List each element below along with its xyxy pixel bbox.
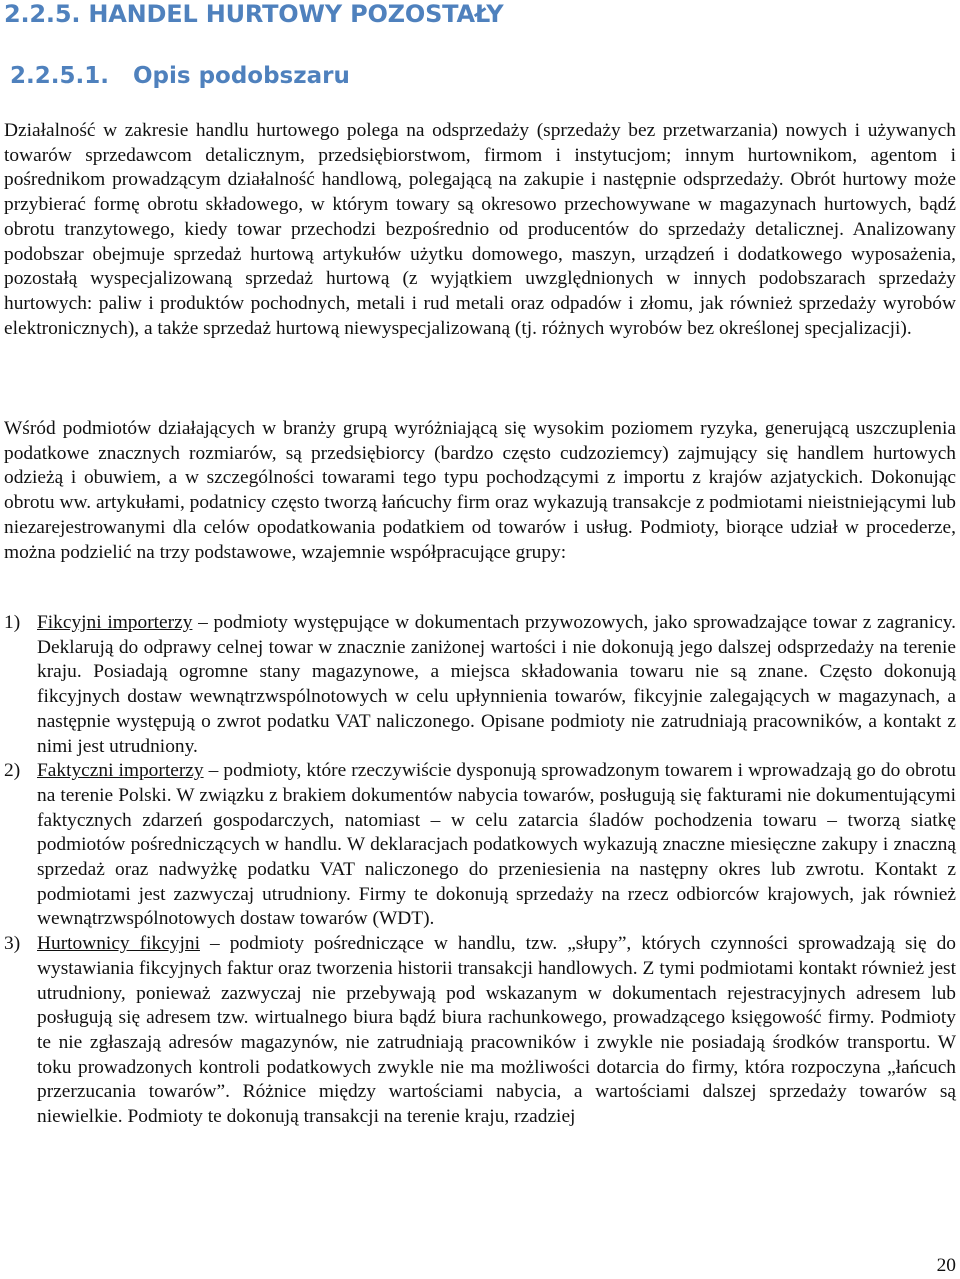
- numbered-list: [4, 611, 956, 1130]
- list-text: – podmioty pośredniczące w handlu, tzw. „słupy”, których czynności sprowadzają się do wystawiania fikcyjnych faktur oraz tworzenia historii transakcji handlowych. Z tymi podmiotami kontakt również jest utrudniony, ponieważ zazwyczaj nie przebywają pod wskazanym w dokumentach rejestracyjnych adresem lub posługują się adresem tzw. wirtualnego biura bądź biura rachunkowego, prowadzącego księgowość firmy. Podmioty te nie zgłaszają adresów magazynów, nie zatrudniają pracowników i zwykle nie posiadają środków transportu. W toku prowadzonych kontroli podatkowych zwykle nie ma możliwości dotarcia do firmy, która rozpoczyna „łańcuch przerzucania towarów”. Różnice między wartościami nabycia, a wartościami dalszej sprzedaży towarów są niewielkie. Podmioty te dokonują transakcji na terenie kraju, rzadziej: [37, 933, 956, 1128]
- list-term: Fikcyjni importerzy: [37, 612, 193, 633]
- list-item: [4, 932, 956, 1130]
- paragraph-1: Działalność w zakresie handlu hurtowego polega na odsprzedaży (sprzedaży bez przetwarzania) nowych i używanych towarów sprzedawcom detalicznym, przedsiębiorstwom, firmom i instytucjom; innym hurtownikom, agentom i pośrednikom prowadzącym działalność handlową, polegającą na zakupie i następnie odsprzedaży. Obrót hurtowy może przybierać formę obrotu składowego, w którym towary są okresowo przechowywane w magazynach hurtowych, bądź obrotu tranzytowego, kiedy towar przechodzi bezpośrednio od producentów do sprzedaży detalicznej. Analizowany podobszar obejmuje sprzedaż hurtową artykułów użytku domowego, maszyn, urządzeń i dodatkowego wyposażenia, pozostałą wyspecjalizowaną sprzedaż hurtową (z wyjątkiem uwzględnionych w innych podobszarach sprzedaży hurtowych: paliw i produktów pochodnych, metali i rud metali oraz odpadów i złomu, jak również sprzedaży wyrobów elektronicznych), a także sprzedaż hurtową niewyspecjalizowaną (tj. różnych wyrobów bez określonej specjalizacji).: [4, 120, 956, 339]
- list-item: [4, 759, 956, 932]
- subsection-heading: [10, 62, 350, 90]
- list-marker: 2): [4, 760, 21, 782]
- paragraph-2: Wśród podmiotów działających w branży grupą wyróżniającą się wysokim poziomem ryzyka, generującą uszczuplenia podatkowe znacznych rozmiarów, są przedsiębiorcy (bardzo często cudzoziemcy) zajmujący się handlem hurtowych odzieżą i obuwiem, a w szczególności towarami tego typu pochodzącymi z importu z krajów azjatyckich. Dokonując obrotu ww. artykułami, podatnicy często tworzą łańcuchy firm oraz wykazują transakcje z podmiotami nieistniejącymi lub niezarejestrowanymi dla celów opodatkowania podatkiem od towarów i usług. Podmioty, biorące udział w procederze, można podzielić na trzy podstawowe, wzajemnie współpracujące grupy:: [4, 418, 956, 563]
- list-text: – podmioty występujące w dokumentach przywozowych, jako sprowadzające towar z zagranicy. Deklarują do odprawy celnej towar w znacznie zaniżonej wartości i nie dokonują jego dalszej odsprzedaży na terenie kraju. Posiadają ogromne stany magazynowe, a miejsca składowania towaru nie są znane. Często dokonują fikcyjnych dostaw wewnątrzwspólnotowych w celu upłynnienia towarów, fikcyjnie zalegających w magazynach, a następnie występują o zwrot podatku VAT naliczonego. Opisane podmioty nie zatrudniają pracowników, a kontakt z nimi jest utrudniony.: [37, 612, 956, 757]
- subsection-number: 2.2.5.1.: [10, 63, 109, 89]
- list-term: Hurtownicy fikcyjni: [37, 933, 200, 955]
- list-marker: 1): [4, 612, 21, 633]
- subsection-title: Opis podobszaru: [132, 63, 350, 89]
- list-marker: 3): [4, 933, 21, 955]
- page-number: 20: [936, 1255, 956, 1276]
- list-text: – podmioty, które rzeczywiście dysponują sprowadzonym towarem i wprowadzają go do obrotu na terenie Polski. W związku z brakiem dokumentów nabycia towarów, posługują się fakturami nie dokumentującymi faktycznych zdarzeń gospodarczych, natomiast – w celu zatarcia śladów pochodzenia towaru – tworzą siatkę podmiotów pośredniczących w handlu. W deklaracjach podatkowych wykazują znaczne miesięczne zakupy i znaczną sprzedaż oraz nadwyżkę podatku VAT naliczonego do przeniesienia na następny okres lub zwrotu. Kontakt z podmiotami jest zazwyczaj utrudniony. Firmy te dokonują sprzedaży na rzecz odbiorców krajowych, jak również wewnątrzwspólnotowych dostaw towarów (WDT).: [37, 760, 956, 930]
- list-term: Faktyczni importerzy: [37, 760, 204, 782]
- list-item: [4, 611, 956, 759]
- section-heading: 2.2.5. HANDEL HURTOWY POZOSTAŁY: [4, 0, 504, 28]
